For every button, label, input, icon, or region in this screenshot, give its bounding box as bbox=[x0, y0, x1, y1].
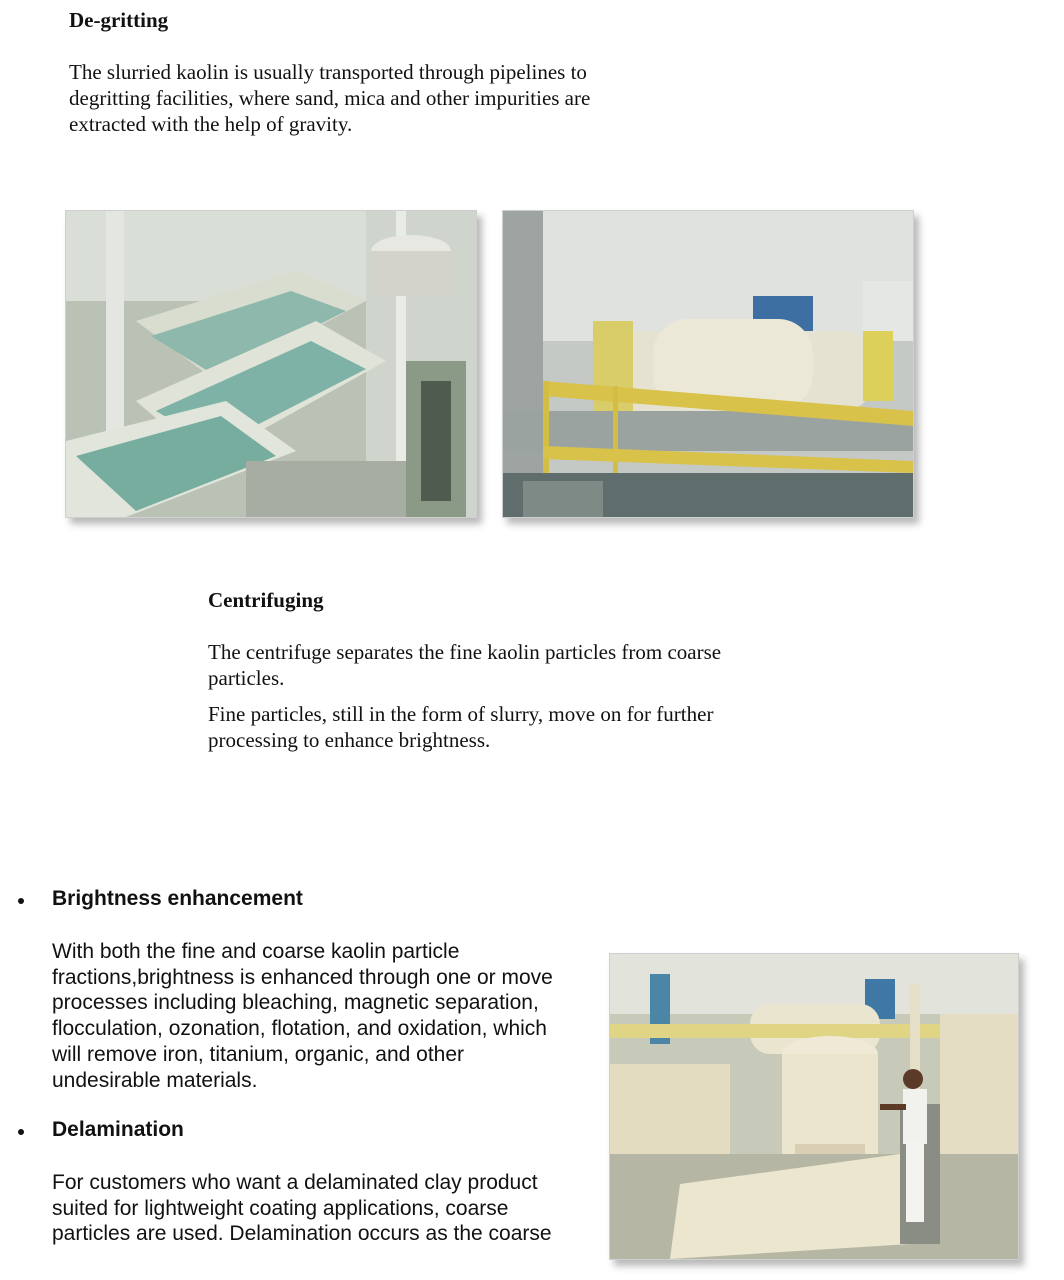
text-line: The slurried kaolin is usually transported through pipelines to bbox=[69, 60, 587, 84]
degritting-heading: De-gritting bbox=[69, 8, 169, 32]
text-line: suited for lightweight coating applications, coarse bbox=[52, 1196, 509, 1220]
centrifuging-paragraph-2 bbox=[208, 701, 713, 753]
delamination-heading: Delamination bbox=[52, 1118, 184, 1141]
text-line: processes including bleaching, magnetic separation, bbox=[52, 991, 539, 1015]
brightness-paragraph bbox=[52, 939, 553, 1093]
centrifuge-photo bbox=[502, 210, 914, 518]
text-line: Fine particles, still in the form of slurry, move on for further bbox=[208, 702, 714, 726]
text-line: undesirable materials. bbox=[52, 1068, 258, 1092]
text-line: The centrifuge separates the fine kaolin particles from coarse bbox=[208, 640, 722, 664]
text-line: For customers who want a delaminated clay product bbox=[52, 1171, 538, 1194]
degritting-paragraph bbox=[69, 59, 590, 137]
text-line: processing to enhance brightness. bbox=[208, 728, 491, 752]
text-line: particles are used. Delamination occurs as the coarse bbox=[52, 1222, 552, 1246]
text-line: flocculation, ozonation, flotation, and oxidation, which bbox=[52, 1017, 547, 1041]
bullet-icon bbox=[18, 1129, 24, 1135]
text-line: particles. bbox=[208, 666, 285, 690]
degritting-screens-photo bbox=[65, 210, 477, 518]
text-line: will remove iron, titanium, organic, and other bbox=[52, 1042, 465, 1066]
text-line: fractions,brightness is enhanced through one or move bbox=[52, 965, 553, 989]
text-line: extracted with the help of gravity. bbox=[69, 112, 353, 136]
text-line: degritting facilities, where sand, mica and other impurities are bbox=[69, 86, 591, 110]
brightness-plant-photo bbox=[609, 953, 1019, 1260]
brightness-heading: Brightness enhancement bbox=[52, 887, 303, 910]
text-line: With both the fine and coarse kaolin particle bbox=[52, 940, 460, 963]
centrifuging-heading: Centrifuging bbox=[208, 588, 324, 612]
bullet-icon bbox=[18, 898, 24, 904]
centrifuging-paragraph-1 bbox=[208, 639, 721, 691]
delamination-paragraph bbox=[52, 1170, 552, 1247]
